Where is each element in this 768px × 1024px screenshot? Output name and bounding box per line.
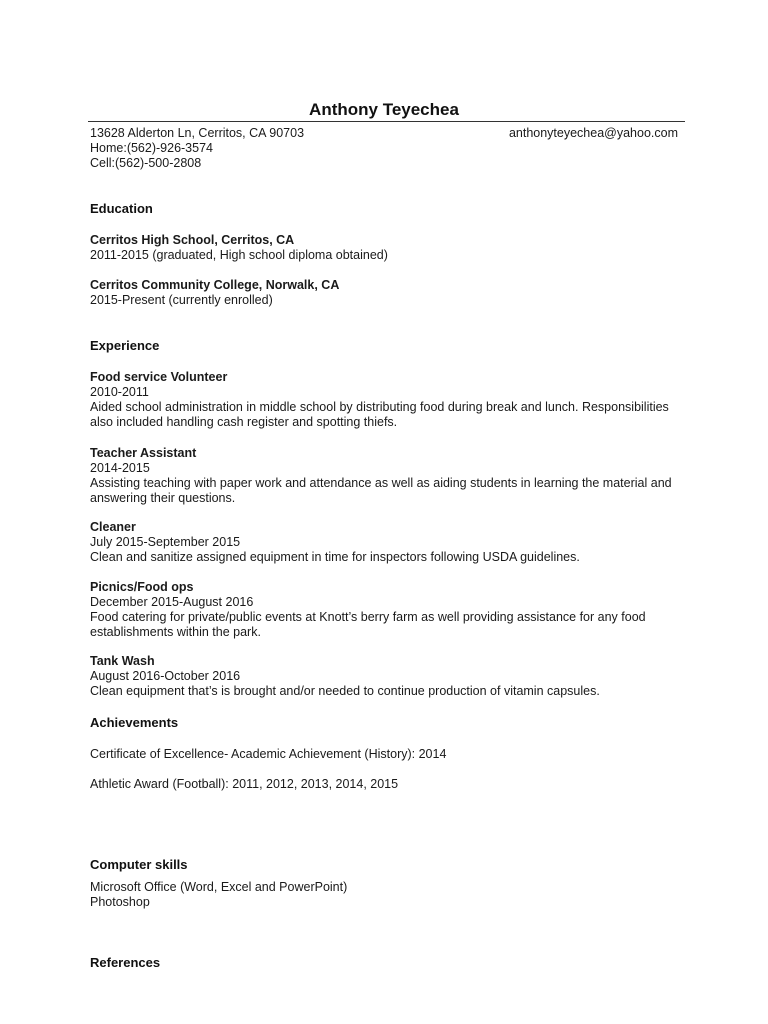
experience-item-dates: August 2016-October 2016 [90,669,241,683]
education-item-detail: 2015-Present (currently enrolled) [90,293,273,307]
education-heading: Education [90,201,153,216]
experience-item-description: Assisting teaching with paper work and attendance as well as aiding students in learning the material and answering their questions. [90,476,672,505]
achievement-item: Certificate of Excellence- Academic Achievement (History): 2014 [90,747,447,761]
experience-item-description: Aided school administration in middle school by distributing food during break and lunch. Responsibilities also included handling cash register and spotting thiefs. [90,400,669,429]
references-heading: References [90,955,161,970]
experience-item-title: Teacher Assistant [90,446,197,460]
experience-item-title: Picnics/Food ops [90,580,194,594]
experience-heading: Experience [90,338,160,353]
cell-phone: Cell:(562)-500-2808 [90,156,202,170]
education-item-title: Cerritos High School, Cerritos, CA [90,233,295,247]
experience-item-title: Cleaner [90,520,136,534]
experience-item-title: Tank Wash [90,654,155,668]
resume-name: Anthony Teyechea [309,100,459,119]
email-address: anthonyteyechea@yahoo.com [508,126,678,140]
skill-item: Photoshop [90,895,150,909]
education-item-title: Cerritos Community College, Norwalk, CA [90,278,340,292]
home-phone: Home:(562)-926-3574 [90,141,213,155]
experience-item-description: Clean equipment that’s is brought and/or needed to continue production of vitamin capsules. [90,684,600,698]
computer-skills-heading: Computer skills [90,857,188,872]
experience-item-dates: 2014-2015 [90,461,150,475]
header-divider [88,121,685,122]
experience-item-dates: July 2015-September 2015 [90,535,241,549]
experience-item-description: Food catering for private/public events at Knott’s berry farm as well providing assistance for any food establishments within the park. [90,610,646,639]
achievements-heading: Achievements [90,715,179,730]
skill-item: Microsoft Office (Word, Excel and PowerPoint) [90,880,348,894]
experience-item-title: Food service Volunteer [90,370,228,384]
achievement-item: Athletic Award (Football): 2011, 2012, 2013, 2014, 2015 [90,777,399,791]
experience-item-dates: December 2015-August 2016 [90,595,254,609]
experience-item-description: Clean and sanitize assigned equipment in time for inspectors following USDA guidelines. [90,550,580,564]
education-item-detail: 2011-2015 (graduated, High school diploma obtained) [90,248,388,262]
experience-item-dates: 2010-2011 [90,385,149,399]
address-line: 13628 Alderton Ln, Cerritos, CA 90703 [90,126,305,140]
